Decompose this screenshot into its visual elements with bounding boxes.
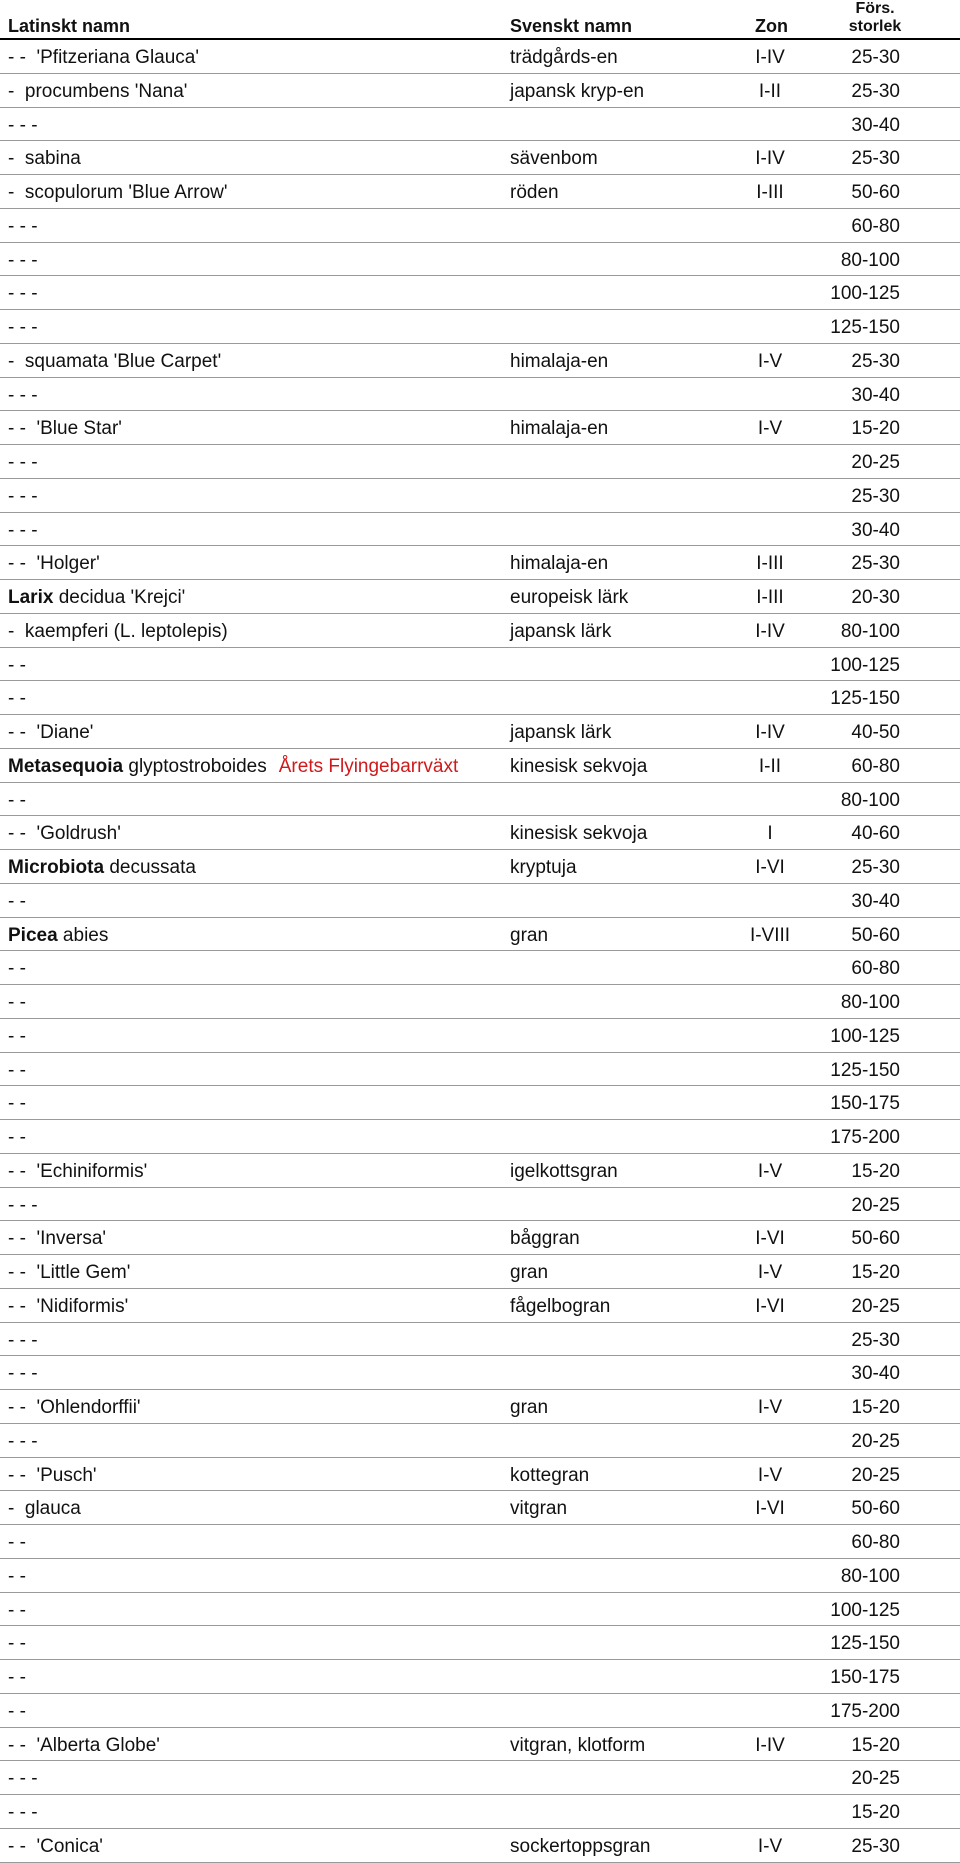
latin-name-cell [8, 655, 26, 677]
swedish-name-cell: gran [510, 924, 549, 946]
swedish-name-cell: vitgran [510, 1498, 568, 1520]
latin-name-cell [8, 148, 81, 170]
latin-name-cell [8, 1060, 26, 1082]
latin-name-text: - - [8, 1532, 26, 1553]
zone-cell: I-V [757, 1160, 783, 1182]
latin-name-cell [8, 621, 228, 643]
latin-name-text: - - - [8, 114, 38, 136]
latin-name-text: - scopulorum 'Blue Arrow' [8, 182, 228, 203]
size-cell: 30-40 [851, 114, 900, 136]
swedish-name-cell: gran [510, 1397, 549, 1418]
latin-name-cell [8, 250, 38, 272]
header-size-line2: storlek [848, 18, 902, 35]
latin-name-text: - kaempferi (L. leptolepis) [8, 620, 228, 642]
table-row [0, 1188, 960, 1222]
table-row [0, 1154, 960, 1188]
size-cell: 15-20 [851, 1262, 900, 1283]
swedish-name-cell: röden [510, 182, 559, 203]
size-cell: 20-25 [851, 1430, 900, 1452]
size-cell: 15-20 [851, 1397, 900, 1418]
latin-name-text: - - 'Holger' [8, 553, 100, 575]
latin-name-text: - - - [8, 317, 38, 338]
table-body [0, 40, 960, 1863]
zone-cell: I [767, 823, 773, 845]
size-cell: 25-30 [851, 1329, 900, 1351]
zone-cell: I-IV [755, 148, 785, 170]
size-cell: 125-150 [830, 1059, 900, 1081]
latin-name-cell [8, 1768, 38, 1790]
table-row [0, 513, 960, 547]
latin-name-cell [8, 1431, 38, 1453]
table-row [0, 1053, 960, 1087]
genus-name: Larix [8, 587, 54, 608]
size-cell: 40-60 [851, 823, 900, 845]
latin-name-cell [8, 1633, 26, 1655]
latin-name-text: - - [8, 890, 26, 912]
swedish-name-cell: båggran [510, 1228, 580, 1250]
swedish-name-cell: japansk lärk [510, 620, 612, 642]
size-cell: 25-30 [851, 857, 900, 878]
latin-name-cell [8, 722, 93, 744]
table-row [0, 1761, 960, 1795]
table-row [0, 1458, 960, 1492]
table-row [0, 985, 960, 1019]
zone-cell: I-IV [755, 620, 785, 642]
latin-name-text: - - [8, 1667, 26, 1688]
latin-name-cell [8, 81, 187, 103]
size-cell: 20-25 [851, 452, 900, 473]
latin-name-text: - - 'Conica' [8, 1835, 103, 1857]
zone-cell: I-V [757, 1464, 783, 1486]
latin-name-cell [8, 1532, 26, 1554]
size-cell: 20-30 [851, 587, 900, 608]
table-row [0, 310, 960, 344]
table-row [0, 1525, 960, 1559]
latin-name-cell [8, 1330, 38, 1352]
table-row [0, 884, 960, 918]
swedish-name-cell: japansk kryp-en [510, 80, 645, 102]
table-row [0, 681, 960, 715]
latin-name-cell [8, 317, 38, 339]
latin-name-cell [8, 283, 38, 305]
table-row [0, 1491, 960, 1525]
latin-name-text: - - - [8, 1430, 38, 1452]
table-row [0, 1660, 960, 1694]
swedish-name-cell: gran [510, 1262, 549, 1283]
table-row [0, 1255, 960, 1289]
size-cell: 60-80 [851, 958, 900, 980]
size-cell: 20-25 [851, 1295, 900, 1317]
latin-name-cell [8, 958, 26, 980]
latin-name-text: - - - [8, 1363, 38, 1385]
table-row [0, 614, 960, 648]
table-row [0, 1019, 960, 1053]
zone-cell: I-VI [755, 1228, 785, 1250]
latin-name-cell [8, 418, 122, 440]
size-cell: 30-40 [851, 1363, 900, 1385]
table-row [0, 479, 960, 513]
latin-name-text: - - 'Blue Star' [8, 418, 122, 440]
latin-name-cell [8, 992, 26, 1014]
latin-name-cell [8, 1735, 160, 1757]
size-cell: 15-20 [851, 418, 900, 440]
zone-cell: I-VIII [749, 924, 791, 946]
latin-name-text: - - - [8, 384, 38, 406]
latin-name-cell [8, 1600, 26, 1622]
table-row [0, 1424, 960, 1458]
latin-name-cell [8, 1498, 81, 1520]
latin-name-cell [8, 385, 38, 407]
table-row [0, 1120, 960, 1154]
table-row [0, 1694, 960, 1728]
genus-name: Microbiota [8, 857, 105, 878]
size-cell: 25-30 [851, 47, 900, 68]
zone-cell: I-V [757, 350, 783, 372]
latin-name-cell [8, 1802, 38, 1824]
latin-name-cell [8, 1465, 97, 1487]
size-cell: 175-200 [830, 1700, 900, 1722]
latin-name-cell [8, 1836, 103, 1858]
latin-name-cell [8, 891, 26, 913]
table-row [0, 546, 960, 580]
latin-name-text: - - 'Little Gem' [8, 1262, 131, 1283]
latin-name-cell [8, 115, 38, 137]
latin-name-text: - - [8, 958, 26, 980]
latin-name-text: - - [8, 1093, 26, 1115]
zone-cell: I-VI [755, 857, 785, 878]
latin-name-text: - - [8, 688, 26, 710]
latin-name-cell [8, 1161, 147, 1183]
size-cell: 100-125 [830, 1599, 900, 1621]
latin-name-text: - - [8, 1700, 26, 1722]
size-cell: 80-100 [840, 249, 900, 271]
zone-cell: I-IV [755, 722, 785, 743]
size-cell: 25-30 [851, 80, 900, 102]
latin-name-text: - - [8, 1127, 26, 1148]
zone-cell: I-V [757, 1262, 783, 1283]
size-cell: 30-40 [851, 890, 900, 912]
latin-name-cell [8, 1127, 26, 1149]
size-cell: 60-80 [851, 215, 900, 237]
swedish-name-cell: kryptuja [510, 857, 577, 878]
latin-name-text: - - [8, 789, 26, 811]
latin-name-cell [8, 520, 38, 542]
swedish-name-cell: himalaja-en [510, 553, 609, 575]
table-row [0, 1829, 960, 1863]
latin-name-text: - - [8, 1565, 26, 1587]
table-row [0, 1728, 960, 1762]
latin-name-text: - squamata 'Blue Carpet' [8, 350, 222, 372]
latin-name-text: - - [8, 1059, 26, 1081]
table-row [0, 378, 960, 412]
swedish-name-cell: sävenbom [510, 148, 598, 170]
latin-name-text: - - - [8, 485, 38, 507]
latin-name-cell [8, 553, 100, 575]
latin-name-text: - - - [8, 1802, 38, 1823]
swedish-name-cell: vitgran, klotform [510, 1734, 646, 1756]
zone-cell: I-V [757, 1835, 783, 1857]
size-cell: 15-20 [851, 1160, 900, 1182]
latin-name-text: - - [8, 992, 26, 1013]
table-row [0, 445, 960, 479]
size-cell: 100-125 [830, 654, 900, 676]
latin-name-text: - - - [8, 215, 38, 237]
size-cell: 50-60 [851, 1228, 900, 1250]
latin-name-cell [8, 452, 38, 474]
size-cell: 30-40 [851, 519, 900, 541]
latin-name-text: glyptostroboides [123, 755, 267, 777]
zone-cell: I-III [756, 587, 784, 608]
latin-name-text: - - 'Ohlendorffii' [8, 1397, 141, 1418]
genus-name: Metasequoia [8, 755, 124, 777]
size-cell: 25-30 [851, 1835, 900, 1857]
header-latin-name: Latinskt namn [8, 16, 131, 36]
latin-name-text: - procumbens 'Nana' [8, 80, 188, 102]
latin-name-cell [8, 790, 26, 812]
latin-name-text: - - - [8, 249, 38, 271]
size-cell: 40-50 [851, 722, 900, 743]
swedish-name-cell: kottegran [510, 1464, 590, 1486]
latin-name-cell [8, 587, 185, 609]
size-cell: 20-25 [851, 1194, 900, 1216]
table-row [0, 918, 960, 952]
latin-name-text: - - [8, 1599, 26, 1621]
latin-name-text: - - [8, 654, 26, 676]
table-row [0, 243, 960, 277]
size-cell: 125-150 [830, 1633, 900, 1655]
size-cell: 25-30 [851, 553, 900, 575]
size-cell: 20-25 [851, 1768, 900, 1790]
latin-name-cell [8, 1296, 128, 1318]
size-cell: 50-60 [851, 924, 900, 946]
table-row [0, 1086, 960, 1120]
size-cell: 150-175 [830, 1093, 900, 1115]
swedish-name-cell: europeisk lärk [510, 587, 629, 608]
latin-name-text: - - - [8, 1329, 38, 1351]
latin-name-cell [8, 688, 26, 710]
latin-name-cell [8, 1363, 38, 1385]
size-cell: 125-150 [830, 688, 900, 710]
latin-name-text: - sabina [8, 148, 81, 170]
table-row [0, 1289, 960, 1323]
latin-name-cell [8, 857, 196, 879]
size-cell: 15-20 [851, 1734, 900, 1756]
zone-cell: I-V [757, 1397, 783, 1418]
table-row [0, 209, 960, 243]
zone-cell: I-III [756, 553, 784, 575]
latin-name-text: - glauca [8, 1498, 81, 1520]
zone-cell: I-II [758, 755, 782, 777]
latin-name-text: - - - [8, 1768, 38, 1790]
size-cell: 25-30 [851, 350, 900, 372]
size-cell: 25-30 [851, 148, 900, 170]
table-row [0, 1626, 960, 1660]
table-row [0, 850, 960, 884]
table-row [0, 1593, 960, 1627]
table-row [0, 580, 960, 614]
zone-cell: I-VI [755, 1498, 785, 1520]
swedish-name-cell: igelkottsgran [510, 1160, 618, 1182]
table-row [0, 40, 960, 74]
zone-cell: I-IV [755, 1734, 785, 1756]
size-cell: 80-100 [840, 992, 900, 1013]
latin-name-text: - - 'Alberta Globe' [8, 1734, 160, 1756]
latin-name-text: - - 'Inversa' [8, 1228, 107, 1250]
swedish-name-cell: fågelbogran [510, 1295, 611, 1317]
latin-name-text: - - - [8, 519, 38, 541]
latin-name-cell [8, 1566, 26, 1588]
latin-name-text: - - - [8, 283, 38, 305]
swedish-name-cell: kinesisk sekvoja [510, 755, 648, 777]
size-cell: 60-80 [851, 755, 900, 777]
size-cell: 15-20 [851, 1802, 900, 1823]
latin-name-text: - - 'Pfitzeriana Glauca' [8, 47, 199, 68]
swedish-name-cell: trädgårds-en [510, 47, 618, 68]
table-row [0, 951, 960, 985]
latin-name-text: decussata [104, 857, 196, 878]
latin-name-text: - - [8, 1025, 26, 1047]
latin-name-text: abies [57, 924, 109, 946]
size-cell: 80-100 [840, 789, 900, 811]
header-zone: Zon [755, 16, 788, 36]
size-cell: 125-150 [830, 317, 900, 338]
table-row [0, 276, 960, 310]
table-row [0, 648, 960, 682]
latin-name-text: - - 'Diane' [8, 722, 94, 743]
size-cell: 150-175 [830, 1667, 900, 1688]
swedish-name-cell: himalaja-en [510, 350, 609, 372]
latin-name-cell [8, 823, 121, 845]
size-cell: 50-60 [851, 182, 900, 203]
swedish-name-cell: sockertoppsgran [510, 1835, 651, 1857]
latin-name-text: - - - [8, 452, 38, 473]
latin-name-cell [8, 1667, 26, 1689]
latin-name-text: - - 'Goldrush' [8, 823, 121, 845]
table-row [0, 816, 960, 850]
latin-name-cell [8, 216, 38, 238]
table-row [0, 175, 960, 209]
size-cell: 175-200 [830, 1127, 900, 1148]
size-cell: 100-125 [830, 283, 900, 305]
header-swedish-name: Svenskt namn [510, 16, 633, 36]
genus-name: Picea [8, 924, 58, 946]
latin-name-text: - - 'Nidiformis' [8, 1295, 129, 1317]
latin-name-cell [8, 47, 199, 69]
table-row [0, 74, 960, 108]
latin-name-cell [8, 351, 221, 373]
swedish-name-cell: kinesisk sekvoja [510, 823, 648, 845]
latin-name-text: - - - [8, 1194, 38, 1216]
table-row [0, 411, 960, 445]
latin-name-text: - - 'Echiniformis' [8, 1160, 148, 1182]
latin-name-cell [8, 1262, 130, 1284]
zone-cell: I-IV [755, 47, 785, 68]
latin-name-cell [8, 1026, 26, 1048]
size-cell: 25-30 [851, 485, 900, 507]
size-cell: 50-60 [851, 1498, 900, 1520]
table-row [0, 715, 960, 749]
table-row [0, 1356, 960, 1390]
size-cell: 100-125 [830, 1025, 900, 1047]
latin-name-cell [8, 925, 108, 947]
latin-name-cell [8, 756, 458, 778]
zone-cell: I-II [758, 80, 782, 102]
table-row [0, 783, 960, 817]
latin-name-cell [8, 1228, 106, 1250]
size-cell: 20-25 [851, 1464, 900, 1486]
zone-cell: I-V [757, 418, 783, 440]
zone-cell: I-VI [755, 1295, 785, 1317]
size-cell: 60-80 [851, 1532, 900, 1553]
latin-name-cell [8, 182, 228, 204]
latin-name-text: decidua 'Krejci' [53, 587, 186, 608]
header-size [840, 0, 910, 36]
table-header [0, 0, 960, 40]
latin-name-text: - - [8, 1633, 26, 1655]
size-cell: 80-100 [840, 620, 900, 642]
header-size-line1: Förs. [855, 0, 895, 17]
latin-name-cell [8, 1397, 141, 1419]
size-cell: 30-40 [851, 384, 900, 406]
zone-cell: I-III [756, 182, 784, 203]
plant-of-year-note: Årets Flyingebarrväxt [278, 755, 459, 777]
table-row [0, 749, 960, 783]
table-row [0, 1795, 960, 1829]
swedish-name-cell: japansk lärk [510, 722, 612, 743]
latin-name-cell [8, 1195, 38, 1217]
table-row [0, 344, 960, 378]
latin-name-cell [8, 1701, 26, 1723]
latin-name-text: - - 'Pusch' [8, 1464, 97, 1486]
swedish-name-cell: himalaja-en [510, 418, 609, 440]
table-row [0, 1221, 960, 1255]
table-row [0, 1559, 960, 1593]
table-row [0, 1323, 960, 1357]
table-row [0, 141, 960, 175]
latin-name-cell [8, 486, 38, 508]
latin-name-cell [8, 1093, 26, 1115]
table-row [0, 1390, 960, 1424]
size-cell: 80-100 [840, 1565, 900, 1587]
table-row [0, 108, 960, 142]
